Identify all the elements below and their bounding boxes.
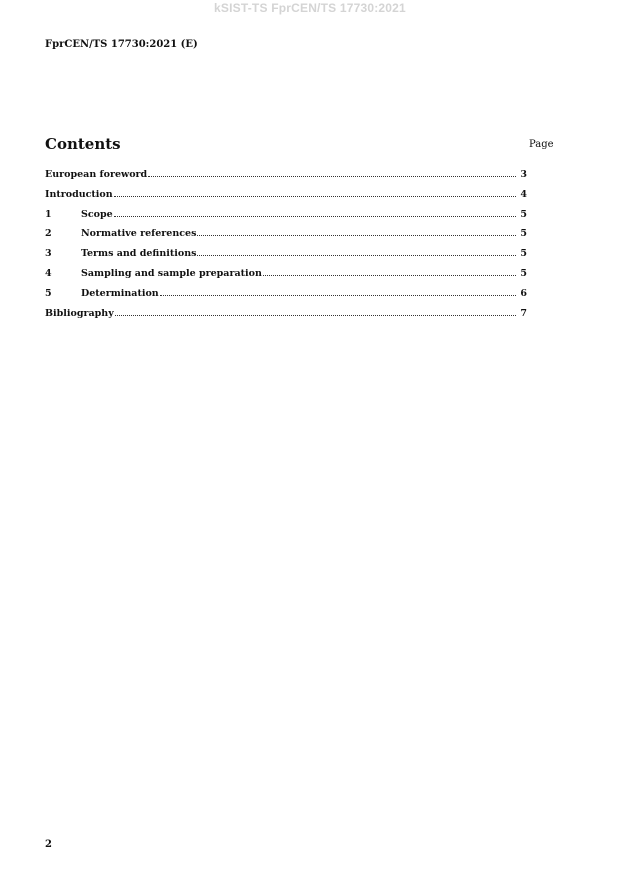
toc-entry-title: Sampling and sample preparation [81,267,262,279]
toc-entry[interactable] [45,168,527,188]
dot-leader [197,235,516,236]
toc-entry[interactable] [45,307,527,327]
toc-entry-title: Determination [81,287,159,299]
toc-entry-number: 1 [45,208,52,220]
dot-leader [263,275,516,276]
toc-entry-title: Bibliography [45,307,114,319]
toc-entry-page: 3 [520,169,527,180]
toc-entry-page: 5 [520,248,527,260]
toc-entry[interactable] [45,227,527,247]
toc-entry-title: Terms and definitions [81,248,197,260]
dot-leader [148,176,516,177]
toc-entry[interactable] [45,188,527,208]
toc-entry-page: 5 [520,267,527,279]
toc-entry-page: 4 [520,188,527,200]
contents-heading: Contents [45,135,121,153]
toc-entry[interactable] [45,287,527,307]
dot-leader [197,255,516,256]
table-of-contents [45,168,527,326]
toc-entry-number: 3 [45,248,52,260]
watermark: kSIST-TS FprCEN/TS 17730:2021 [214,1,406,15]
dot-leader [114,196,516,197]
toc-entry[interactable] [45,247,527,267]
toc-entry-number: 5 [45,287,52,299]
toc-entry-title: Scope [81,208,113,220]
toc-entry[interactable] [45,208,527,228]
dot-leader [115,315,516,316]
toc-entry-page: 7 [520,307,527,319]
document-id: FprCEN/TS 17730:2021 (E) [45,39,198,50]
toc-entry-page: 5 [520,228,527,240]
toc-entry-number: 2 [45,228,52,240]
toc-entry-number: 4 [45,267,52,279]
page-number: 2 [45,839,52,850]
toc-entry-title: European foreword [45,169,148,180]
toc-entry-page: 6 [520,287,527,299]
dot-leader [114,216,516,217]
toc-entry-title: Introduction [45,188,113,200]
page-column-heading: Page [529,139,554,150]
toc-entry-page: 5 [520,208,527,220]
dot-leader [160,295,516,296]
toc-entry[interactable] [45,267,527,287]
toc-entry-title: Normative references [81,228,197,240]
